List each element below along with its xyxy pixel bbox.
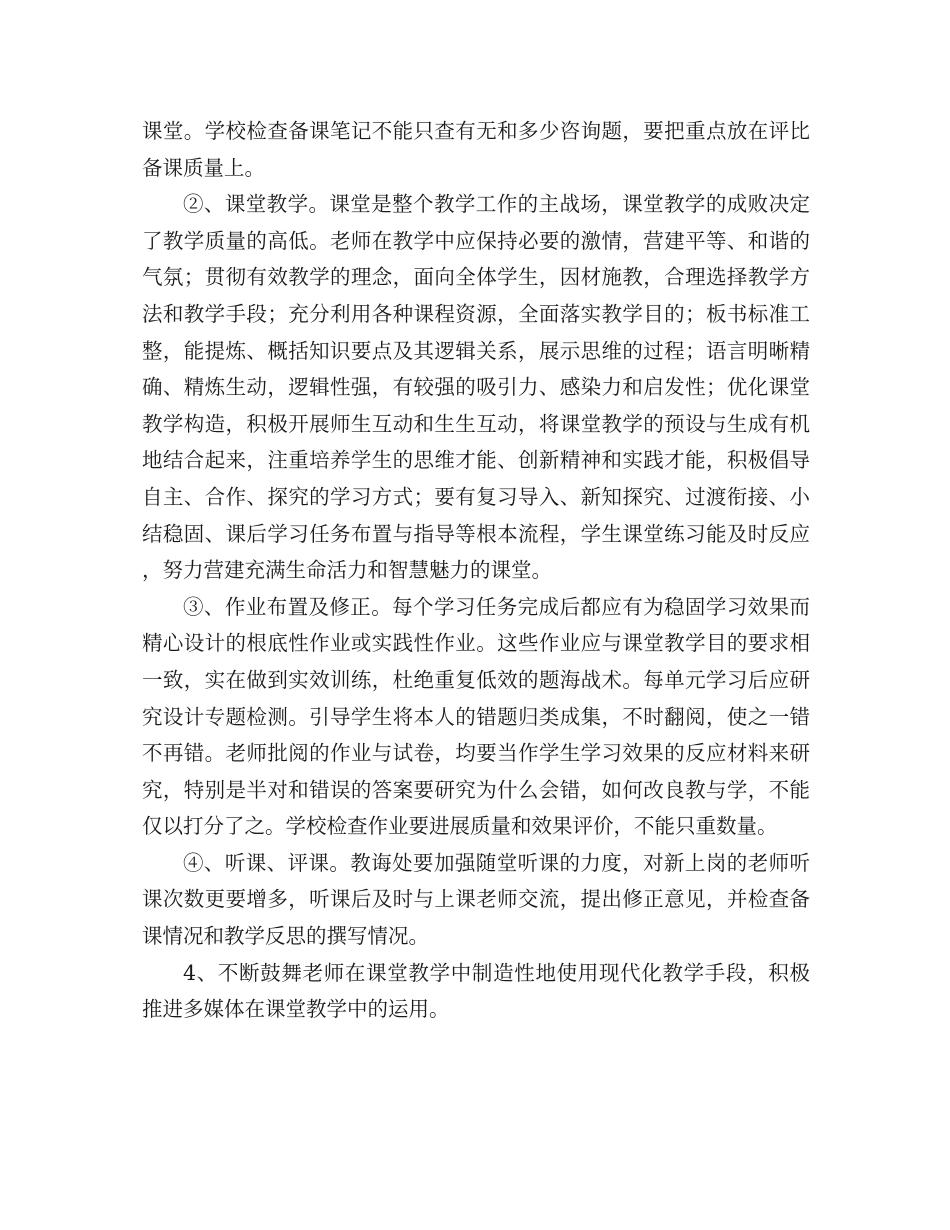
paragraph-homework-assignment: ③、作业布置及修正。每个学习任务完成后都应有为稳固学习效果而精心设计的根底性作业或实践性作业。这些作业应与课堂教学目的要求相一致，实在做到实效训练，杜绝重复低效的题海战术。每单元学习后应研究设计专题检测。引导学生将本人的错题归类成集，不时翻阅，使之一错不再错。老师批阅的作业与试卷，均要当作学生学习效果的反应材料来研究，特别是半对和错误的答案要研究为什么会错，如何改良教与学，不能仅以打分了之。学校检查作业要进展质量和效果评价，不能只重数量。 <box>142 594 810 839</box>
paragraph-lesson-observation: ④、听课、评课。教诲处要加强随堂听课的力度，对新上岗的老师听课次数更要增多，听课后及时与上课老师交流，提出修正意见，并检查备课情况和教学反思的撰写情况。 <box>142 850 810 949</box>
paragraph-continued-lesson-prep: 课堂。学校检查备课笔记不能只查有无和多少咨询题，要把重点放在评比备课质量上。 <box>142 119 810 180</box>
document-body <box>142 113 810 1028</box>
paragraph-classroom-teaching: ②、课堂教学。课堂是整个教学工作的主战场，课堂教学的成败决定了教学质量的高低。老师在教学中应保持必要的激情，营建平等、和谐的气氛；贯彻有效教学的理念，面向全体学生，因材施教，合理选择教学方法和教学手段；充分利用各种课程资源，全面落实教学目的；板书标准工整，能提炼、概括知识要点及其逻辑关系，展示思维的过程；语言明晰精确、精炼生动，逻辑性强，有较强的吸引力、感染力和启发性；优化课堂教学构造，积极开展师生互动和生生互动，将课堂教学的预设与生成有机地结合起来，注重培养学生的思维才能、创新精神和实践才能，积极倡导自主、合作、探究的学习方式；要有复习导入、新知探究、过渡衔接、小结稳固、课后学习任务布置与指导等根本流程，学生课堂练习能及时反应，努力营建充满生命活力和智慧魅力的课堂。 <box>142 192 810 583</box>
paragraph-modern-teaching-methods: 4、不断鼓舞老师在课堂教学中制造性地使用现代化教学手段，积极推进多媒体在课堂教学中的运用。 <box>142 960 810 1022</box>
